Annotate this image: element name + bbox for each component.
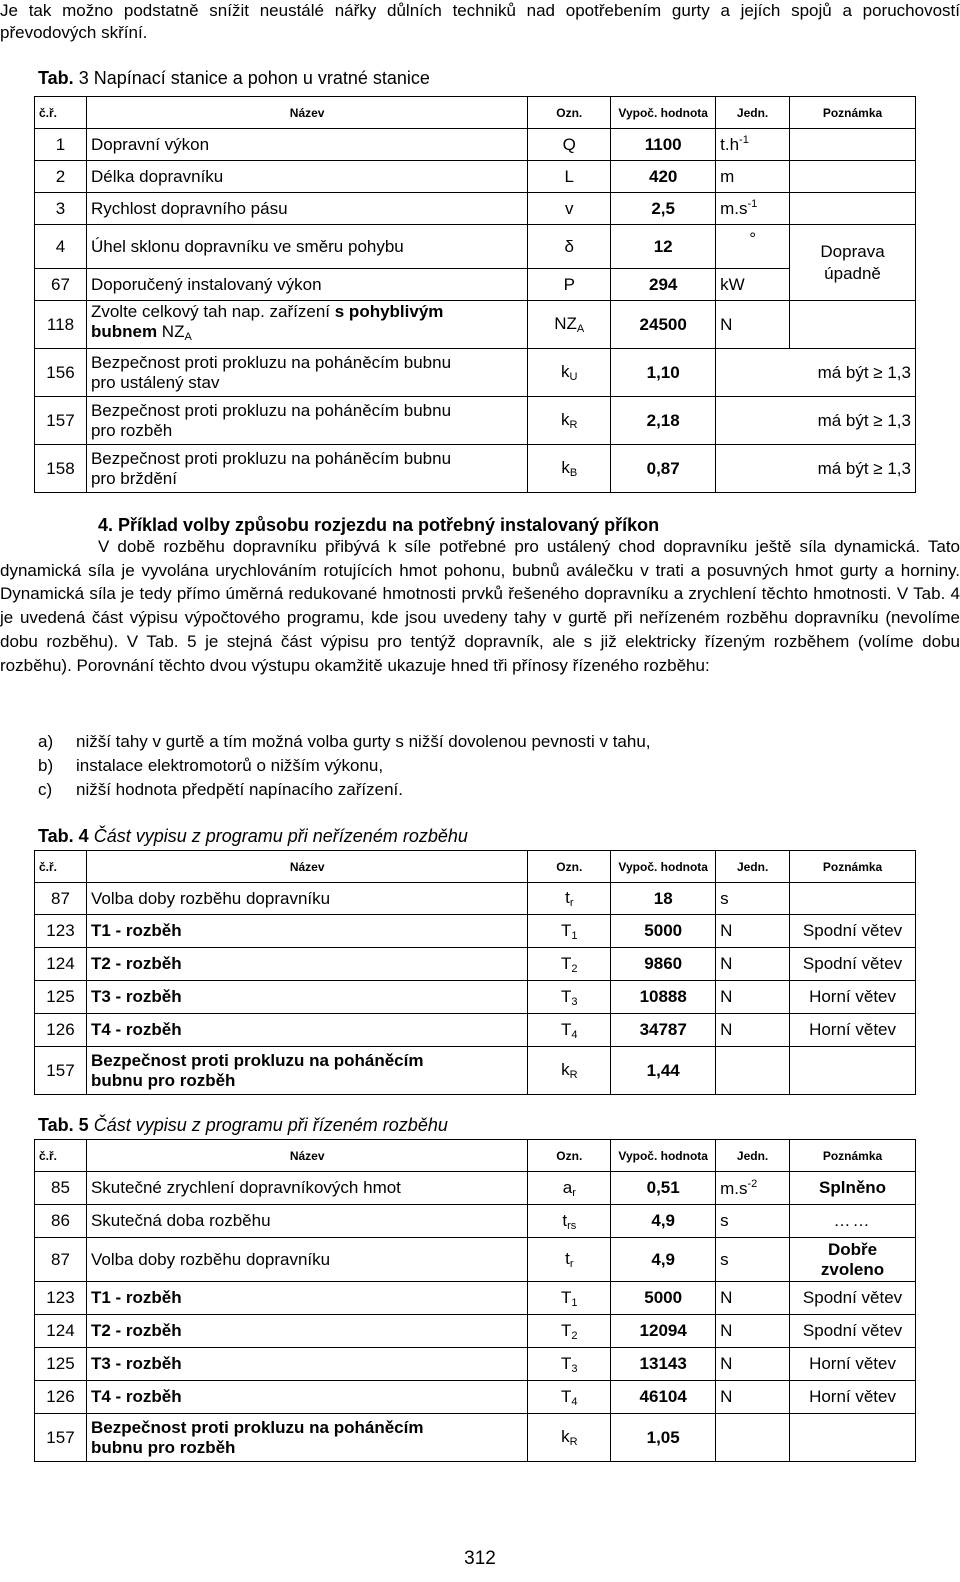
row-symbol: [528, 1172, 611, 1205]
table-header-row: [35, 851, 916, 883]
page-number: 312: [464, 1548, 496, 1569]
row-name: T1 - rozběh: [86, 1282, 527, 1315]
col-header-value: Vypoč. hodnota: [611, 1140, 716, 1172]
table-row: [35, 1348, 916, 1381]
tab5-label: Tab. 5: [38, 1115, 89, 1135]
symbol-subscript: 3: [571, 1362, 578, 1375]
row-note: [790, 129, 916, 161]
row-index: 158: [35, 445, 87, 493]
row-note: [790, 1047, 916, 1095]
name-part-bold: s pohyblivým: [330, 302, 444, 321]
row-note: Spodní větev: [790, 948, 916, 981]
row-value: 34787: [611, 1014, 716, 1047]
row-name: Délka dopravníku: [86, 161, 527, 193]
benefits-list: [38, 732, 651, 804]
unit-text: m.s: [720, 199, 748, 218]
row-unit: m: [716, 161, 790, 193]
row-name: Dopravní výkon: [86, 129, 527, 161]
row-note: [790, 301, 916, 349]
row-index: 125: [35, 1348, 87, 1381]
table-row: [35, 1238, 916, 1282]
row-symbol: [528, 445, 611, 493]
row-value: 420: [611, 161, 716, 193]
row-index: 4: [35, 225, 87, 269]
row-index: 85: [35, 1172, 87, 1205]
row-symbol: P: [528, 269, 611, 301]
row-name: [86, 301, 527, 349]
row-value: 9860: [611, 948, 716, 981]
row-symbol: [528, 1047, 611, 1095]
row-value: 24500: [611, 301, 716, 349]
name-line: pro brždění: [90, 468, 177, 488]
row-unit: N: [716, 915, 790, 948]
symbol-text: t: [565, 1249, 570, 1268]
row-value: 1,44: [611, 1047, 716, 1095]
symbol-text: T: [561, 920, 572, 940]
row-symbol: δ: [528, 225, 611, 269]
col-header-index: č.ř.: [35, 851, 87, 883]
row-value: 4,9: [611, 1205, 716, 1238]
row-symbol: [528, 1414, 611, 1462]
row-unit: [716, 1047, 790, 1095]
tab3-title: 3 Napínací stanice a pohon u vratné stanice: [78, 68, 430, 88]
row-name: T2 - rozběh: [86, 948, 527, 981]
table-row: [35, 301, 916, 349]
row-name: T2 - rozběh: [86, 1315, 527, 1348]
table-row: [35, 1205, 916, 1238]
unit-exponent: -1: [747, 198, 758, 210]
row-index: 86: [35, 1205, 87, 1238]
row-index: 156: [35, 349, 87, 397]
tab4-caption: [38, 826, 468, 847]
row-name: T1 - rozběh: [86, 915, 527, 948]
row-note: má být ≥ 1,3: [716, 349, 916, 397]
symbol-subscript: R: [569, 1436, 578, 1448]
name-part: NZ: [157, 322, 185, 341]
list-key: a): [38, 732, 54, 751]
row-value: 2,18: [611, 397, 716, 445]
row-note: ……: [790, 1205, 916, 1238]
row-index: 126: [35, 1014, 87, 1047]
row-name: T4 - rozběh: [86, 1014, 527, 1047]
tab3-table: [34, 96, 916, 493]
row-unit: N: [716, 1282, 790, 1315]
tab4-label: Tab. 4: [38, 826, 89, 846]
row-index: 125: [35, 981, 87, 1014]
name-line: pro ustálený stav: [90, 372, 220, 392]
row-index: 87: [35, 1238, 87, 1282]
symbol-text: T: [561, 1353, 572, 1373]
table-row: [35, 269, 916, 301]
symbol-subscript: U: [569, 371, 578, 383]
row-symbol: L: [528, 161, 611, 193]
row-name: Volba doby rozběhu dopravníku: [86, 883, 527, 915]
row-index: 87: [35, 883, 87, 915]
row-value: 0,87: [611, 445, 716, 493]
tab5-title: Část vypisu z programu při řízeném rozběhu: [93, 1115, 448, 1135]
name-line: Bezpečnost proti prokluzu na poháněcím bubnu: [90, 448, 452, 468]
col-header-index: č.ř.: [35, 97, 87, 129]
symbol-text: k: [561, 362, 570, 381]
row-symbol: Q: [528, 129, 611, 161]
col-header-note: Poznámka: [790, 97, 916, 129]
row-note: Horní větev: [790, 1381, 916, 1414]
row-value: 12094: [611, 1315, 716, 1348]
merged-note: Doprava úpadně: [790, 225, 916, 301]
list-text: instalace elektromotorů o nižším výkonu,: [76, 756, 384, 775]
unit-text: m.s: [720, 1178, 748, 1198]
symbol-subscript: 2: [571, 1329, 578, 1342]
name-line: Bezpečnost proti prokluzu na poháněcím bubnu: [90, 352, 452, 372]
symbol-subscript: 2: [571, 962, 578, 975]
table-row: [35, 883, 916, 915]
row-name: [86, 349, 527, 397]
table-header-row: [35, 1140, 916, 1172]
col-header-name: Název: [86, 851, 527, 883]
symbol-subscript: 1: [571, 1296, 578, 1309]
row-symbol: [528, 1238, 611, 1282]
table-row: [35, 1172, 916, 1205]
table-row: [35, 349, 916, 397]
table-row: [35, 445, 916, 493]
row-unit: [716, 1172, 790, 1205]
row-symbol: [528, 981, 611, 1014]
row-name: Úhel sklonu dopravníku ve směru pohybu: [86, 225, 527, 269]
row-value: 10888: [611, 981, 716, 1014]
list-text: nižší hodnota předpětí napínacího zařízení.: [76, 780, 404, 799]
row-note: Spodní větev: [790, 1315, 916, 1348]
row-note: [790, 1414, 916, 1462]
symbol-text: T: [561, 1019, 572, 1039]
col-header-note: Poznámka: [790, 1140, 916, 1172]
row-name: Volba doby rozběhu dopravníku: [86, 1238, 527, 1282]
unit-text: t.h: [720, 135, 740, 154]
row-value: 1,05: [611, 1414, 716, 1462]
table-row: [35, 161, 916, 193]
row-name: Skutečné zrychlení dopravníkových hmot: [86, 1172, 527, 1205]
row-index: 1: [35, 129, 87, 161]
symbol-text: T: [561, 953, 572, 973]
row-unit: [716, 193, 790, 225]
name-line: Bezpečnost proti prokluzu na poháněcím bubnu: [90, 400, 452, 420]
row-note: [790, 193, 916, 225]
row-name: T3 - rozběh: [86, 1348, 527, 1381]
list-item: [38, 732, 651, 756]
col-header-note: Poznámka: [790, 851, 916, 883]
symbol-subscript: r: [569, 897, 574, 909]
row-note: Horní větev: [790, 1348, 916, 1381]
col-header-value: Vypoč. hodnota: [611, 851, 716, 883]
list-key: c): [38, 780, 53, 799]
symbol-subscript: R: [569, 419, 578, 431]
row-value: 12: [611, 225, 716, 269]
name-line: Bezpečnost proti prokluzu na poháněcím: [90, 1417, 424, 1437]
intro-paragraph: Je tak možno podstatně snížit neustálé nářky důlních techniků nad opotřebením gurty a jejích spojů a poruchovostí převodových skříní.: [0, 1, 960, 42]
symbol-subscript: 4: [571, 1395, 578, 1408]
list-item: [38, 780, 651, 804]
row-symbol: [528, 397, 611, 445]
note-line: zvoleno: [820, 1259, 885, 1279]
row-unit: s: [716, 1205, 790, 1238]
row-value: 1,10: [611, 349, 716, 397]
col-header-index: č.ř.: [35, 1140, 87, 1172]
table-row: [35, 1282, 916, 1315]
row-note: Spodní větev: [790, 915, 916, 948]
symbol-subscript: R: [569, 1069, 578, 1081]
tab3-caption: [38, 68, 430, 89]
symbol-subscript: rs: [567, 1219, 577, 1232]
symbol-text: t: [565, 888, 570, 907]
col-header-unit: Jedn.: [716, 1140, 790, 1172]
col-header-symbol: Ozn.: [528, 97, 611, 129]
table-row: [35, 948, 916, 981]
table-row: [35, 981, 916, 1014]
row-symbol: [528, 883, 611, 915]
row-unit: N: [716, 1315, 790, 1348]
row-unit: N: [716, 948, 790, 981]
table-row: [35, 1047, 916, 1095]
symbol-subscript: 1: [571, 929, 578, 942]
table-row: [35, 193, 916, 225]
list-text: nižší tahy v gurtě a tím možná volba gurty s nižší dovolenou pevnosti v tahu,: [76, 732, 651, 751]
table-row: [35, 1414, 916, 1462]
row-note: [790, 1238, 916, 1282]
row-unit: s: [716, 1238, 790, 1282]
table-row: [35, 1315, 916, 1348]
row-symbol: [528, 948, 611, 981]
row-name: [86, 445, 527, 493]
table-row: [35, 915, 916, 948]
row-name: Skutečná doba rozběhu: [86, 1205, 527, 1238]
row-unit: N: [716, 1381, 790, 1414]
row-unit: [716, 1414, 790, 1462]
row-symbol: [528, 1282, 611, 1315]
symbol-text: T: [561, 1386, 572, 1406]
symbol-subscript: A: [576, 323, 585, 335]
row-unit: N: [716, 1348, 790, 1381]
row-index: 3: [35, 193, 87, 225]
row-unit: N: [716, 301, 790, 349]
row-index: 157: [35, 1414, 87, 1462]
row-note: má být ≥ 1,3: [716, 397, 916, 445]
row-index: 67: [35, 269, 87, 301]
table-row: [35, 1014, 916, 1047]
section-paragraph: V době rozběhu dopravníku přibývá k síle potřebné pro ustálený chod dopravníku ještě síla dynamická. Tato dynamická síla je vyvolána urychlováním rotujících hmot pohonu, bubnů aválečku v trati a posuvných hmot gurty a horniny. Dynamická síla je tedy přímo úměrná redukované hmotnosti prvků řešeného dopravníku a zrychlení těchto hmotnosti. V Tab. 4 je uvedená část výpisu výpočtového programu, kde jsou uvedeny tahy v gurtě při neřízeném rozběhu dopravníku (nevolíme dobu rozběhu). V Tab. 5 je stejná část výpisu pro tentýž dopravník, ale s již elektricky řízeným rozběhem (volíme dobu rozběhu). Porovnání těchto dvou výstupu okamžitě ukazuje hned tři přínosy řízeného rozběhu:: [0, 537, 960, 675]
col-header-unit: Jedn.: [716, 97, 790, 129]
row-note: má být ≥ 1,3: [716, 445, 916, 493]
note-line: Dobře: [827, 1239, 878, 1259]
symbol-text: T: [561, 1320, 572, 1340]
tab5-caption: [38, 1115, 448, 1136]
row-note: Horní větev: [790, 1014, 916, 1047]
name-part: Zvolte celkový tah nap. zařízení: [90, 302, 331, 321]
col-header-unit: Jedn.: [716, 851, 790, 883]
row-note: [790, 883, 916, 915]
row-symbol: [528, 1381, 611, 1414]
name-line: Bezpečnost proti prokluzu na poháněcím: [90, 1050, 424, 1070]
row-value: 13143: [611, 1348, 716, 1381]
row-value: 0,51: [611, 1172, 716, 1205]
symbol-text: k: [561, 1427, 570, 1446]
list-key: b): [38, 756, 54, 775]
row-unit: kW: [716, 269, 790, 301]
list-item: [38, 756, 651, 780]
row-value: 46104: [611, 1381, 716, 1414]
symbol-text: NZ: [554, 314, 577, 333]
row-symbol: [528, 915, 611, 948]
row-name: [86, 397, 527, 445]
row-index: 157: [35, 397, 87, 445]
row-note: Horní větev: [790, 981, 916, 1014]
tab4-table: [34, 850, 916, 1095]
symbol-subscript: 3: [571, 995, 578, 1008]
row-unit: [716, 129, 790, 161]
unit-exponent: -2: [747, 1177, 758, 1190]
row-name: [86, 1414, 527, 1462]
row-index: 126: [35, 1381, 87, 1414]
table-row: [35, 1381, 916, 1414]
row-name: T4 - rozběh: [86, 1381, 527, 1414]
row-symbol: v: [528, 193, 611, 225]
row-value: 18: [611, 883, 716, 915]
row-index: 124: [35, 1315, 87, 1348]
symbol-text: k: [561, 1060, 570, 1079]
row-index: 2: [35, 161, 87, 193]
symbol-text: k: [561, 458, 570, 477]
row-symbol: [528, 1315, 611, 1348]
symbol-text: T: [561, 986, 572, 1006]
row-value: 5000: [611, 915, 716, 948]
row-name: Doporučený instalovaný výkon: [86, 269, 527, 301]
row-name: Rychlost dopravního pásu: [86, 193, 527, 225]
row-note: Spodní větev: [790, 1282, 916, 1315]
row-symbol: [528, 1205, 611, 1238]
name-subscript: A: [184, 331, 192, 343]
symbol-subscript: r: [569, 1258, 574, 1270]
row-value: 4,9: [611, 1238, 716, 1282]
name-line: bubnu pro rozběh: [90, 1070, 236, 1090]
symbol-text: T: [561, 1287, 572, 1307]
tab5-table: [34, 1139, 916, 1462]
row-unit: N: [716, 981, 790, 1014]
col-header-name: Název: [86, 97, 527, 129]
section-heading: 4. Příklad volby způsobu rozjezdu na potřebný instalovaný příkon: [98, 515, 660, 535]
unit-exponent: -1: [739, 134, 749, 146]
row-symbol: [528, 1014, 611, 1047]
row-unit: s: [716, 883, 790, 915]
name-line: bubnu pro rozběh: [90, 1437, 236, 1457]
row-note: Splněno: [790, 1172, 916, 1205]
row-index: 118: [35, 301, 87, 349]
name-line: pro rozběh: [90, 420, 173, 440]
table-header-row: [35, 97, 916, 129]
col-header-value: Vypoč. hodnota: [611, 97, 716, 129]
symbol-text: t: [562, 1210, 568, 1230]
col-header-symbol: Ozn.: [528, 851, 611, 883]
row-symbol: [528, 301, 611, 349]
symbol-subscript: r: [572, 1186, 576, 1199]
symbol-subscript: 4: [571, 1028, 578, 1041]
name-part-bold: bubnem: [90, 322, 158, 341]
row-value: 5000: [611, 1282, 716, 1315]
row-symbol: [528, 349, 611, 397]
table-row: [35, 225, 916, 269]
row-symbol: [528, 1348, 611, 1381]
col-header-symbol: Ozn.: [528, 1140, 611, 1172]
col-header-name: Název: [86, 1140, 527, 1172]
row-unit: °: [716, 225, 790, 269]
row-index: 157: [35, 1047, 87, 1095]
row-note: [790, 161, 916, 193]
table-row: [35, 129, 916, 161]
row-value: 2,5: [611, 193, 716, 225]
row-unit: N: [716, 1014, 790, 1047]
row-name: [86, 1047, 527, 1095]
row-index: 124: [35, 948, 87, 981]
row-index: 123: [35, 1282, 87, 1315]
row-index: 123: [35, 915, 87, 948]
symbol-text: k: [561, 410, 570, 429]
row-value: 1100: [611, 129, 716, 161]
symbol-subscript: B: [569, 467, 578, 479]
tab4-title: Část vypisu z programu při neřízeném rozběhu: [93, 826, 468, 846]
row-name: T3 - rozběh: [86, 981, 527, 1014]
table-row: [35, 397, 916, 445]
tab3-label: Tab.: [38, 68, 74, 88]
row-value: 294: [611, 269, 716, 301]
symbol-text: a: [562, 1177, 573, 1197]
